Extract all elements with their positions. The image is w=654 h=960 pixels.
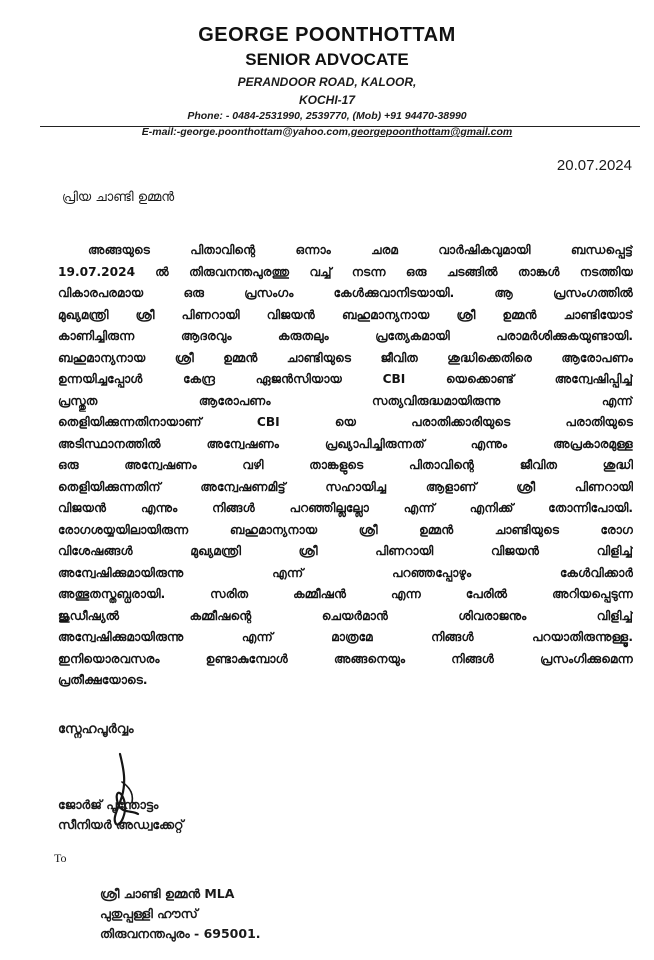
letterhead-address-line2: KOCHI-17 bbox=[298, 93, 355, 107]
salutation: പ്രിയ ചാണ്ടി ഉമ്മൻ bbox=[62, 190, 175, 205]
body-line: അന്വേഷിക്കുമായിരുന്നു എന്ന് പറഞ്ഞപ്പോഴും കേൾവിക്കാർ bbox=[58, 565, 633, 580]
body-line: ഇനിയൊരവസരം ഉണ്ടാകുമ്പോൾ അങ്ങനെയും നിങ്ങൾ പ്രസംഗിക്കുമെന്ന bbox=[58, 651, 633, 666]
letterhead-divider bbox=[40, 126, 640, 127]
letterhead-email bbox=[0, 126, 654, 138]
body-line: ബഹുമാന്യനായ ശ്രീ ഉമ്മൻ ചാണ്ടിയുടെ ജീവിത ശുദ്ധിക്കെതിരെ ആരോപണം bbox=[58, 350, 633, 365]
email-secondary: georgepoonthottam@gmail.com bbox=[350, 126, 513, 138]
body-line: 19.07.2024 ൽ തിരുവനന്തപുരത്തു വച്ച് നടന്ന ഒരു ചടങ്ങിൽ താങ്കൾ നടത്തിയ bbox=[58, 264, 633, 279]
body-line: മുഖ്യമന്ത്രി ശ്രീ പിണറായി വിജയൻ ബഹുമാന്യനായ ശ്രീ ഉമ്മൻ ചാണ്ടിയോട് bbox=[58, 307, 633, 322]
body-line: അടിസ്ഥാനത്തിൽ അന്വേഷണം പ്രഖ്യാപിച്ചിരുന്നത് എന്നും അപ്രകാരമുള്ള bbox=[58, 436, 633, 451]
letterhead-title: SENIOR ADVOCATE bbox=[245, 50, 409, 69]
letter-body bbox=[58, 240, 633, 692]
letter-date: 20.07.2024 bbox=[556, 157, 632, 174]
body-line: അത്ഭുതസ്തബ്ധരായി. സരിത കമ്മീഷൻ എന്ന പേരിൽ അറിയപ്പെടുന്ന bbox=[58, 587, 633, 601]
body-line: രോഗശയ്യയിലായിരുന്ന ബഹുമാന്യനായ ശ്രീ ഉമ്മൻ ചാണ്ടിയുടെ രോഗ bbox=[58, 522, 633, 537]
email-primary: E-mail:-george.poonthottam@yahoo.com, bbox=[141, 126, 351, 138]
recipient-line2: പുതുപ്പള്ളി ഹൗസ് bbox=[100, 906, 198, 921]
body-line: അങ്ങയുടെ പിതാവിന്റെ ഒന്നാം ചരമ വാർഷികവുമായി ബന്ധപ്പെട്ട് bbox=[88, 243, 633, 257]
body-line: കാണിച്ചിരുന്ന ആദരവും കരുതലും പ്രത്യേകമായി പരാമർശിക്കുകയുണ്ടായി. bbox=[58, 329, 633, 343]
recipient-line1: ശ്രീ ചാണ്ടി ഉമ്മൻ MLA bbox=[100, 886, 235, 901]
body-line: വിജയൻ എന്നും നിങ്ങൾ പറഞ്ഞില്ലല്ലോ എന്ന് എനിക്ക് തോന്നിപോയി. bbox=[58, 501, 633, 515]
body-line: വിശേഷങ്ങൾ മുഖ്യമന്ത്രി ശ്രീ പിണറായി വിജയൻ വിളിച്ച് bbox=[58, 544, 633, 558]
to-label: To bbox=[54, 851, 67, 865]
closing: സ്നേഹപൂർവ്വം bbox=[58, 722, 134, 737]
letterhead-address-line1: PERANDOOR ROAD, KALOOR, bbox=[237, 75, 417, 89]
body-line: ജുഡീഷ്യൽ കമ്മീഷന്റെ ചെയർമാൻ ശിവരാജനും വിളിച്ച് bbox=[58, 608, 633, 623]
signatory-name: ജോർജ് പൂന്തോട്ടം bbox=[58, 797, 159, 812]
body-line: തെളിയിക്കുന്നതിനായാണ് CBI യെ പരാതിക്കാരിയുടെ പരാതിയുടെ bbox=[58, 415, 633, 429]
body-line: ഉന്നയിച്ചപ്പോൾ കേന്ദ്ര ഏജൻസിയായ CBI യെക്കൊണ്ട് അന്വേഷിപ്പിച്ച് bbox=[58, 372, 633, 386]
body-line: പ്രതീക്ഷയോടെ. bbox=[58, 673, 148, 687]
letterhead-name: GEORGE POONTHOTTAM bbox=[198, 24, 456, 46]
body-line: അന്വേഷിക്കുമായിരുന്നു എന്ന് മാത്രമേ നിങ്ങൾ പറയാതിരുന്നുള്ളൂ. bbox=[58, 630, 633, 644]
body-line: ഒരു അന്വേഷണം വഴി താങ്കളുടെ പിതാവിന്റെ ജീവിത ശുദ്ധി bbox=[58, 458, 633, 472]
body-line: പ്രസ്തുത ആരോപണം സത്യവിരുദ്ധമായിരുന്നു എന്ന് bbox=[58, 393, 633, 408]
body-line: വികാരപരമായ ഒരു പ്രസംഗം കേൾക്കുവാനിടയായി. ആ പ്രസംഗത്തിൽ bbox=[58, 286, 633, 300]
recipient-line3: തിരുവനന്തപുരം - 695001. bbox=[100, 926, 261, 941]
letterhead-phone: Phone: - 0484-2531990, 2539770, (Mob) +91 94470-38990 bbox=[187, 110, 467, 122]
signatory-role: സീനിയർ അഡ്വക്കേറ്റ് bbox=[58, 817, 184, 832]
body-line: തെളിയിക്കുന്നതിന് അന്വേഷണമിട്ട് സഹായിച്ച ആളാണ് ശ്രീ പിണറായി bbox=[58, 479, 633, 494]
